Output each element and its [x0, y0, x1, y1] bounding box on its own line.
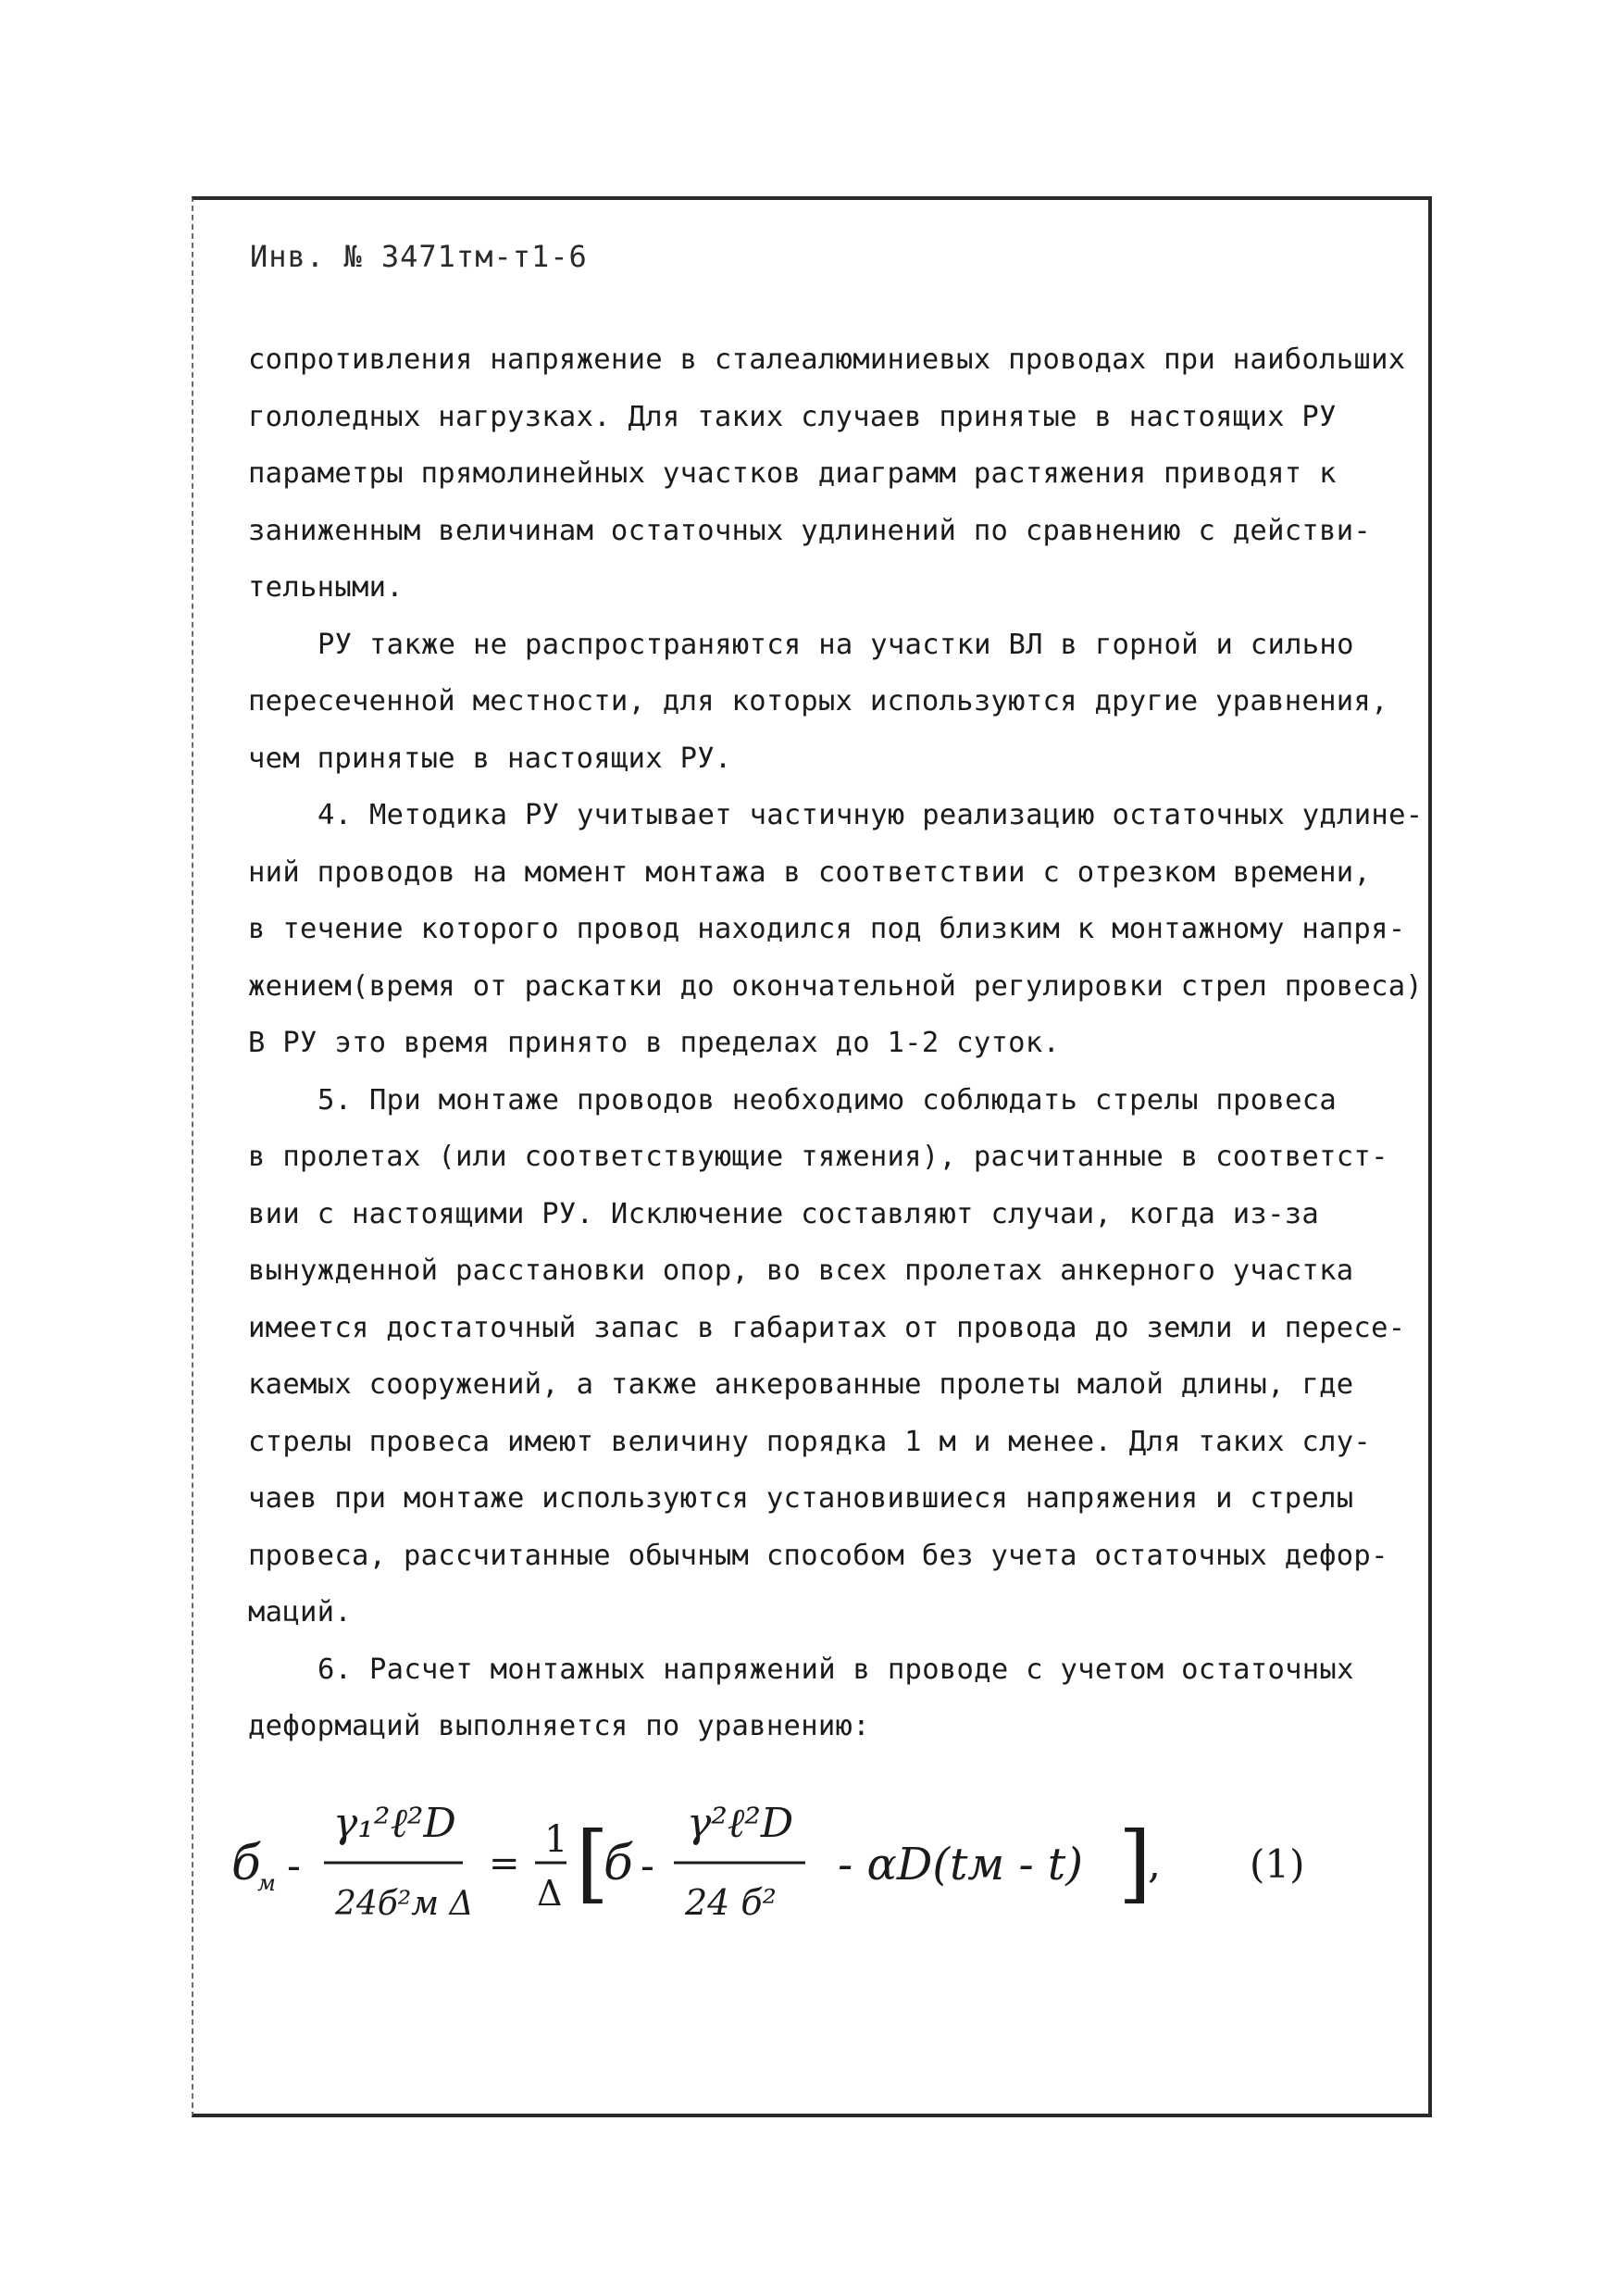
equation-number: (1) [1250, 1841, 1305, 1887]
equation-1 [231, 1759, 1416, 1953]
comma: , [1148, 1841, 1161, 1888]
text-line: провеса, рассчитанные обычным способом без учета остаточных дефор- [248, 1539, 1388, 1572]
rhs-numerator: γ²ℓ²D [687, 1800, 794, 1847]
text-line: ний проводов на момент монтажа в соответствии с отрезком времени, [248, 855, 1372, 889]
body-text [248, 331, 1424, 1755]
text-line: 4. Методика РУ учитывает частичную реализацию остаточных удлине- [317, 799, 1424, 831]
text-line: вынужденной расстановки опор, во всех пролетах анкерного участка [248, 1254, 1354, 1287]
equation-svg [231, 1759, 1416, 1953]
text-line: деформаций выполняется по уравнению: [248, 1710, 870, 1742]
paragraph-1 [248, 331, 1419, 617]
close-bracket: ] [1118, 1814, 1151, 1913]
text-line: имеется достаточный запас в габаритах от провода до земли и пересе- [248, 1311, 1406, 1344]
text-line: параметры прямолинейных участков диаграмм растяжения приводят к [248, 457, 1337, 490]
text-line: в пролетах (или соответствующие тяжения), расчитанные в соответст- [248, 1141, 1388, 1173]
coef-numerator: 1 [544, 1818, 568, 1861]
lhs-numerator: γ₁²ℓ²D [333, 1800, 456, 1847]
text-line: тельными. [248, 571, 404, 604]
text-line: 6. Расчет монтажных напряжений в проводе с учетом остаточных [317, 1653, 1354, 1686]
text-line: маций. [248, 1596, 352, 1628]
text-line: 5. При монтаже проводов необходимо соблюдать стрелы провеса [317, 1083, 1338, 1117]
open-bracket: [ [576, 1814, 609, 1913]
text-line: гололедных нагрузках. Для таких случаев принятые в настоящих РУ [248, 400, 1337, 433]
lhs-sigma: б [231, 1836, 261, 1891]
text-line: пересеченной местности, для которых используются другие уравнения, [248, 685, 1388, 718]
paragraph-5 [248, 1641, 1419, 1755]
text-line: жением(время от раскатки до окончательной регулировки стрел провеса) [248, 969, 1424, 1003]
text-line: в течение которого провод находился под близким к монтажному напря- [248, 913, 1406, 945]
minus-sign: - [287, 1842, 301, 1890]
coef-denominator: Δ [537, 1873, 563, 1914]
text-line: заниженным величинам остаточных удлинений по сравнению с действи- [248, 514, 1372, 547]
text-line: РУ также не распространяются на участки ВЛ в горной и сильно [317, 628, 1354, 661]
lhs-sigma-sub: м [257, 1870, 276, 1896]
paragraph-4 [248, 1072, 1419, 1641]
paragraph-2 [248, 617, 1419, 788]
text-line: чаев при монтаже используются установившиеся напряжения и стрелы [248, 1482, 1354, 1515]
text-line: чем принятые в настоящих РУ. [248, 742, 732, 775]
alpha-term: - αD(tм - t) [838, 1839, 1083, 1890]
equals-sign: = [489, 1842, 520, 1885]
minus-sign-2: - [641, 1842, 654, 1890]
rhs-denominator: 24 б² [685, 1882, 777, 1923]
rhs-sigma: б [604, 1836, 633, 1891]
text-line: стрелы провеса имеют величину порядка 1 м и менее. Для таких слу- [248, 1425, 1372, 1458]
lhs-denominator: 24б²м Δ [335, 1885, 474, 1923]
text-line: каемых сооружений, а также анкерованные пролеты малой длины, где [248, 1368, 1354, 1401]
text-line: В РУ это время принято в пределах до 1-2 суток. [248, 1027, 1061, 1059]
document-header: Инв. № 3471тм-т1-6 [250, 239, 588, 274]
paragraph-3 [248, 787, 1424, 1072]
text-line: вии с настоящими РУ. Исключение составляют случаи, когда из-за [248, 1197, 1320, 1230]
text-line: сопротивления напряжение в сталеалюминиевых проводах при наибольших [248, 343, 1406, 376]
